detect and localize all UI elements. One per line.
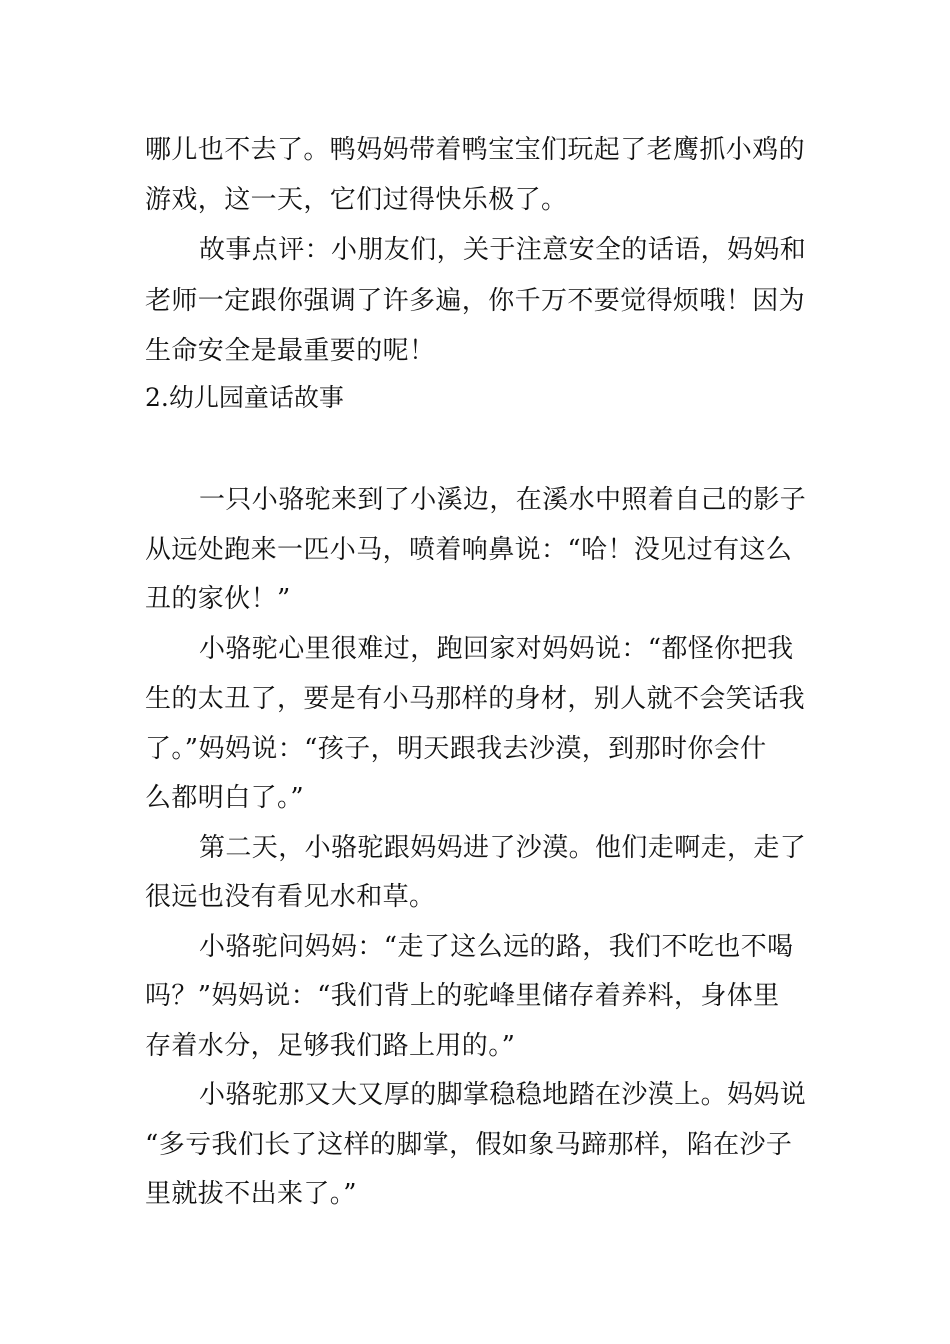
text-line: 哪儿也不去了。鸭妈妈带着鸭宝宝们玩起了老鹰抓小鸡的 (145, 135, 806, 165)
text-line: 吗？”妈妈说：“我们背上的驼峰里储存着养料，身体里 (145, 981, 780, 1011)
text-line: 游戏，这一天，它们过得快乐极了。 (145, 185, 568, 215)
text-line: 了。”妈妈说：“孩子，明天跟我去沙漠，到那时你会什 (145, 734, 767, 764)
section-heading: 2.幼儿园童话故事 (145, 383, 344, 412)
text-line: 么都明白了。” (145, 783, 305, 813)
text-line: 很远也没有看见水和草。 (145, 882, 436, 912)
text-line: 老师一定跟你强调了许多遍，你千万不要觉得烦哦！因为 (145, 286, 806, 316)
paragraph-first-line: 小骆驼那又大又厚的脚掌稳稳地踏在沙漠上。妈妈说 (199, 1080, 807, 1110)
text-line: “多亏我们长了这样的脚掌，假如象马蹄那样，陷在沙子 (145, 1130, 793, 1160)
text-line: 存着水分，足够我们路上用的。” (145, 1031, 516, 1061)
paragraph-first-line: 故事点评：小朋友们，关于注意安全的话语，妈妈和 (199, 235, 807, 265)
text-line: 生命安全是最重要的呢！ (145, 336, 436, 366)
text-line: 丑的家伙！” (145, 584, 291, 614)
text-line: 生的太丑了，要是有小马那样的身材，别人就不会笑话我 (145, 684, 806, 714)
paragraph-first-line: 第二天，小骆驼跟妈妈进了沙漠。他们走啊走，走了 (199, 833, 807, 863)
text-line: 从远处跑来一匹小马，喷着响鼻说：“哈！没见过有这么 (145, 535, 793, 565)
paragraph-first-line: 小骆驼问妈妈：“走了这么远的路，我们不吃也不喝 (199, 932, 794, 962)
paragraph-first-line: 一只小骆驼来到了小溪边，在溪水中照着自己的影子 (199, 485, 807, 515)
paragraph-first-line: 小骆驼心里很难过，跑回家对妈妈说：“都怪你把我 (199, 634, 794, 664)
text-line: 里就拔不出来了。” (145, 1179, 357, 1209)
